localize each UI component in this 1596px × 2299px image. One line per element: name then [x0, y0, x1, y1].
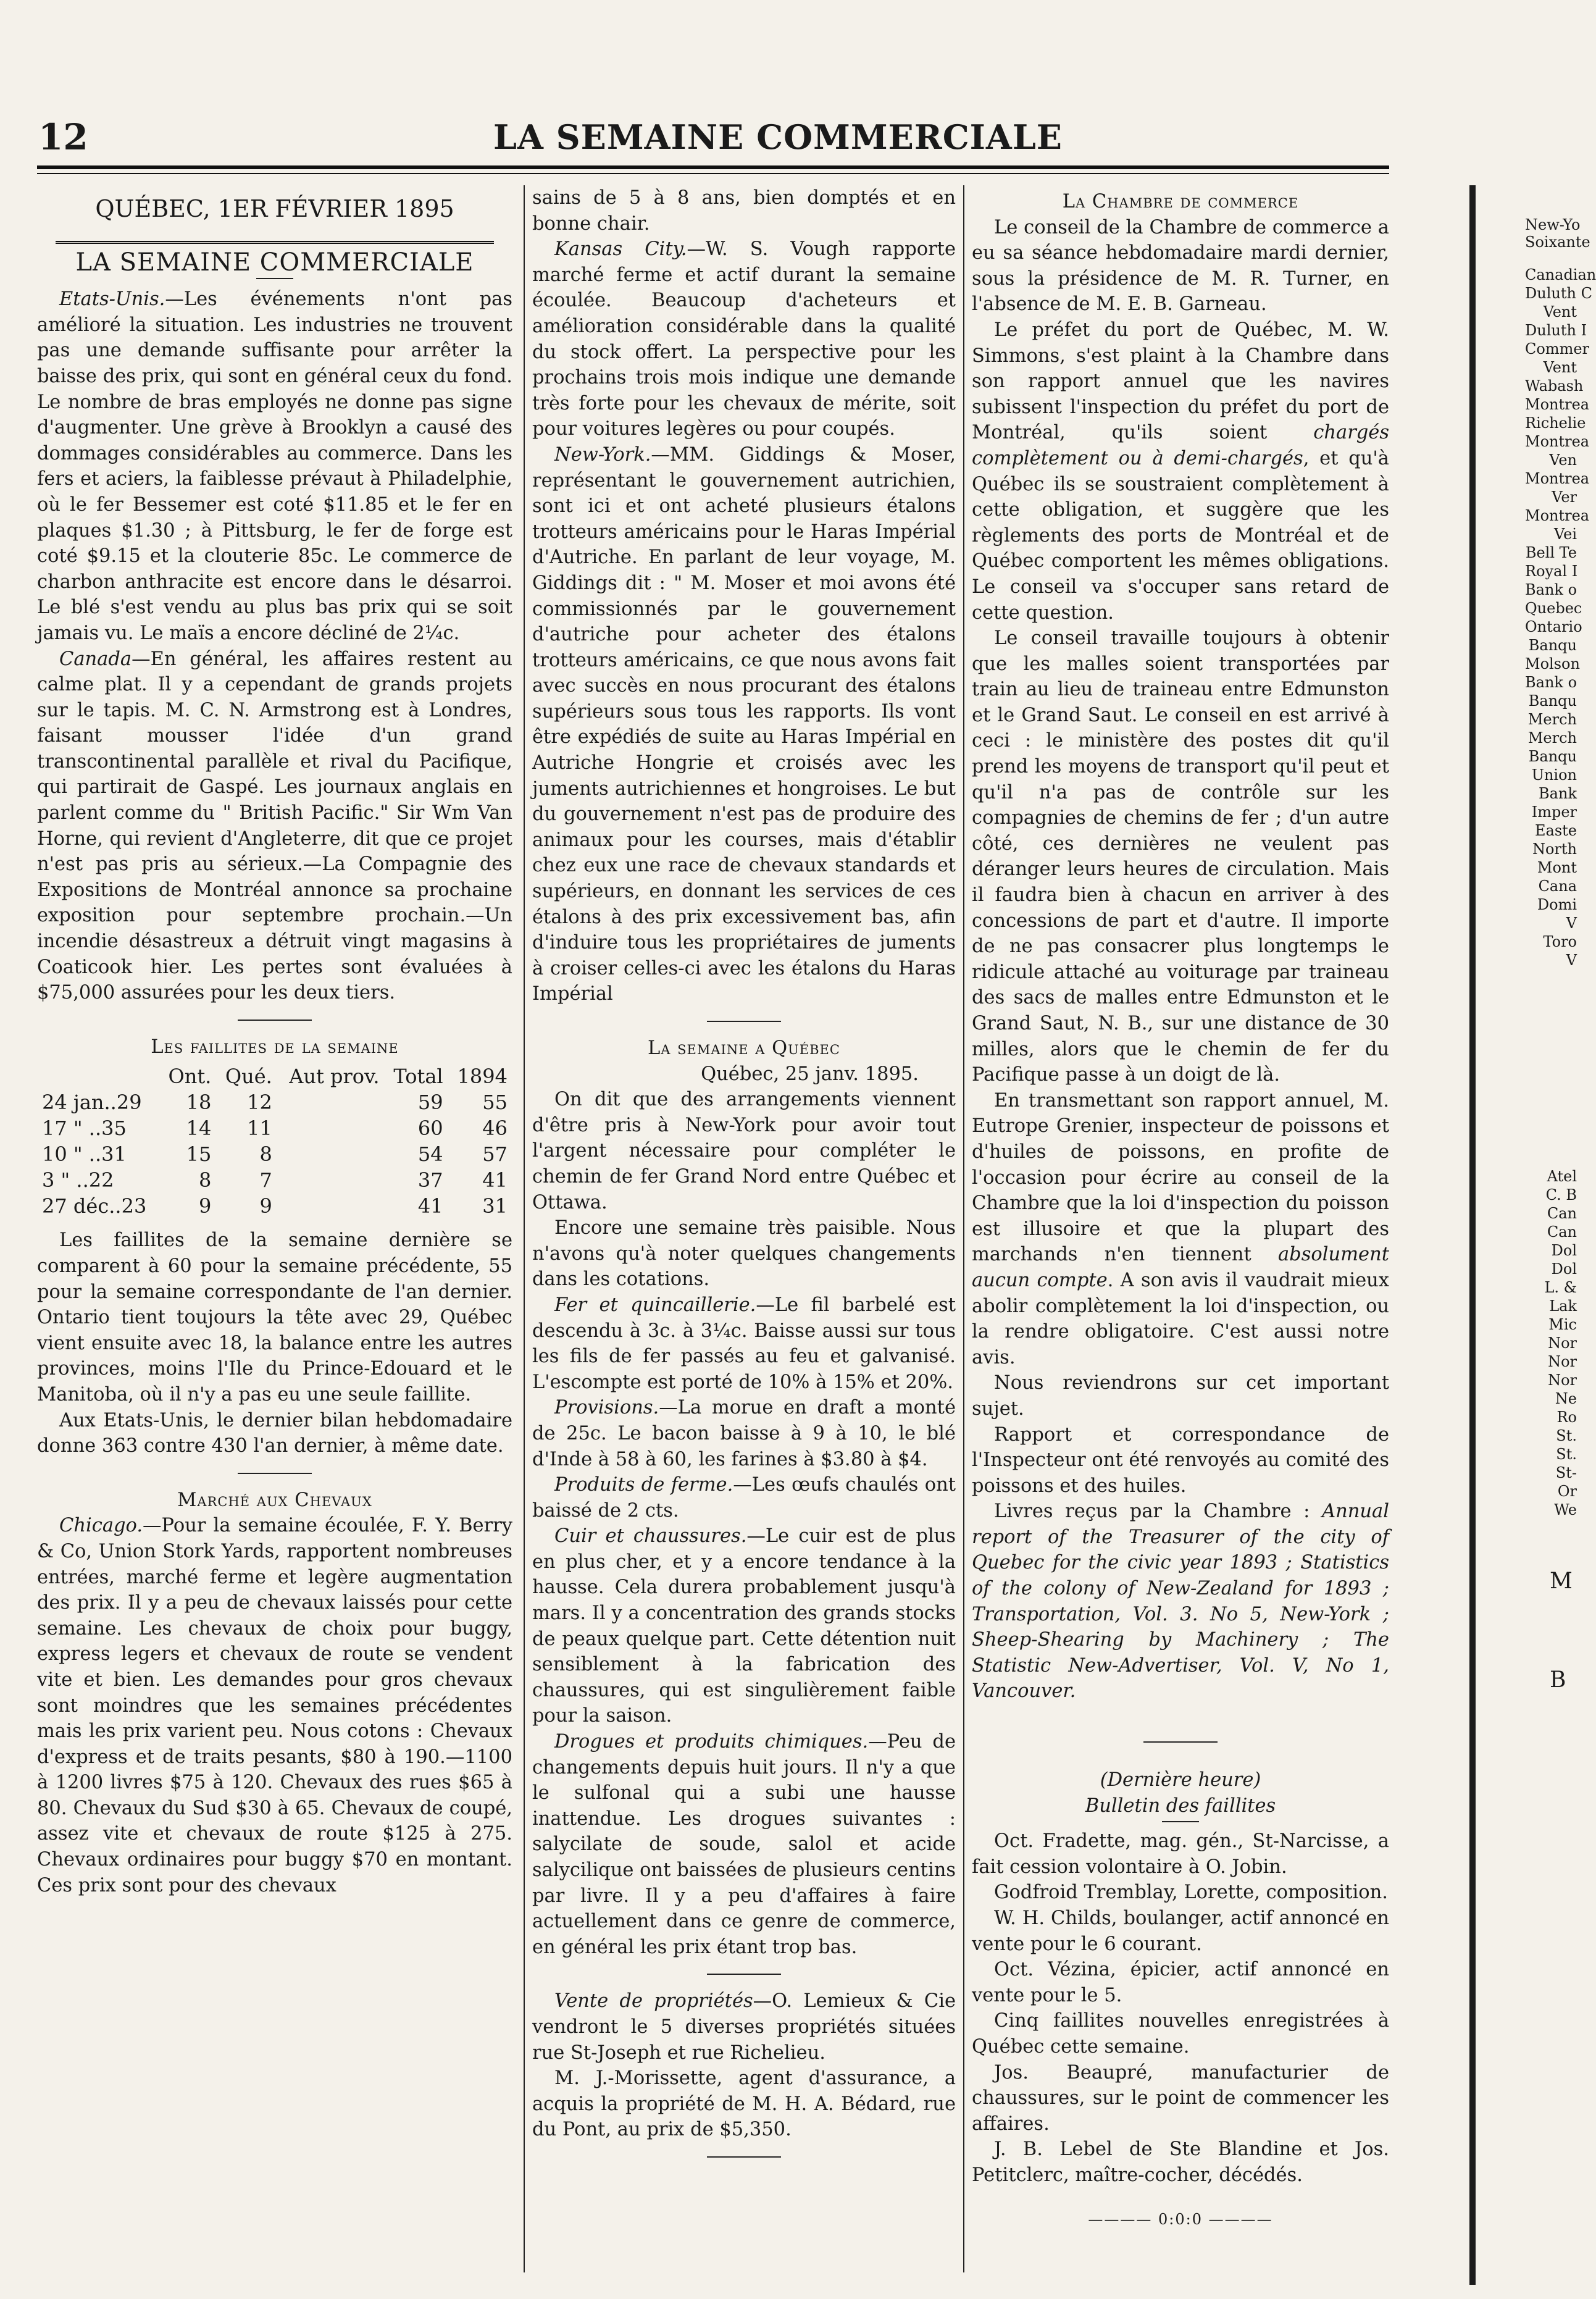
table-header: Ont. [168, 1065, 212, 1089]
edge-text: Union [1531, 766, 1577, 784]
edge-text: Atel [1547, 1168, 1577, 1185]
table-cell: 12 [247, 1091, 272, 1115]
table-cell: 41 [482, 1168, 508, 1192]
table-cell: 57 [482, 1142, 508, 1166]
edge-text: Bell Te [1525, 544, 1577, 561]
table-cell: 17 " ..35 [42, 1116, 127, 1141]
faillites-heading: Les faillites de la semaine [151, 1036, 399, 1058]
article-etats-unis [37, 287, 512, 646]
article-chicago [37, 1513, 512, 1898]
table-cell: 11 [247, 1116, 272, 1141]
edge-text: Ne [1555, 1390, 1577, 1407]
edge-text: Duluth C [1525, 285, 1592, 302]
table-cell: 60 [417, 1116, 443, 1141]
text-span: . A son avis il vaudrait mieux abolir complètement la loi d'inspection, ou la rendre obligatoire. C'est aussi notre avis. [972, 1269, 1389, 1368]
edge-text: Soixante [1525, 233, 1590, 251]
short-rule [1162, 1821, 1199, 1822]
lead-drogues: Drogues et produits chimiques. [554, 1731, 869, 1753]
page-number: 12 [38, 116, 88, 158]
edge-letter: B [1550, 1667, 1566, 1693]
faillites-text-us: Aux Etats-Unis, le dernier bilan hebdomadaire donne 363 contre 430 l'an dernier, à même date. [37, 1409, 512, 1457]
article-kansas [532, 237, 956, 442]
edge-text: Ver [1552, 488, 1577, 506]
lead-ferme: Produits de ferme. [554, 1474, 733, 1496]
table-cell [277, 1141, 385, 1167]
text-new-york: —MM. Giddings & Moser, représentant le gouvernement autrichien, sont ici et ont acheté plusieurs étalons trotteurs américains pour le Haras Impérial d'Autriche. En parlant de leur voyage, M. Giddings dit : " M. Moser et moi avons été commissionnés par le gouvernement d'autriche pour acheter des étalons trotteurs américains, ce que nous avons fait avec succès en nous procurant des étalons supérieurs sous tous les rapports. Ils vont être expédiés de suite au Haras Impérial en Autriche Hongrie et croisés avec les juments autrichiennes et hongroises. Le but du gouvernement n'est pas de produire des animaux pour les courses, mais d'établir chez eux une race de chevaux standards et supérieurs, en donnant les services de ces étalons à des prix excessivement bas, afin d'induire tous les propriétaires de juments à croiser celles-ci avec les étalons du Haras Impérial [532, 443, 956, 1005]
edge-text: Molson [1525, 655, 1580, 672]
edge-text: Ven [1549, 451, 1577, 469]
table-cell: 18 [186, 1091, 212, 1115]
table-row [37, 1089, 512, 1115]
text-etats-unis: —Les événements n'ont pas amélioré la situation. Les industries ne trouvent pas une demande suffisante pour arrêter la baisse des prix, qui sont en général ceux du fond. Le nombre de bras employés ne donne pas signe d'augmenter. Une grève à Brooklyn a causé des dommages considérables au commerce. Dans les fers et aciers, la faiblesse prévaut à Philadelphie, où le fer Bessemer est coté $11.85 et le fer en plaques $1.30 ; à Pittsburg, le fer de forge est coté $9.15 et la clouterie 85c. Le commerce de charbon anthracite est encore dans le désarroi. Le blé s'est vendu au plus bas prix qui se soit jamais vu. Le maïs a encore décliné de 2¼c. [37, 288, 512, 644]
italic-span: absolument aucun compte [972, 1244, 1389, 1291]
text-kansas: —W. S. Vough rapporte marché ferme et actif durant la semaine écoulée. Beaucoup d'acheteurs et amélioration considérable dans la qualité du stock offert. La perspective pour les prochains trois mois indique une demande très forte pour les chevaux de mérite, soit pour voitures legères ou pour coupés. [532, 238, 956, 440]
bulletin-item: W. H. Childs, boulanger, actif annoncé en vente pour le 6 courant. [972, 1907, 1389, 1955]
table-header: Aut prov. [289, 1065, 380, 1089]
table-row [37, 1193, 512, 1219]
edge-text: Vent [1543, 359, 1577, 376]
text-provisions: —La morue en draft a monté de 25c. Le bacon baisse à 9 à 10, le blé d'Inde à 58 à 60, les farines à $3.80 à $4. [532, 1397, 956, 1470]
table-cell: 3 " ..22 [42, 1168, 114, 1192]
article-canada [37, 647, 512, 1006]
text-span: En transmettant son rapport annuel, M. Eutrope Grenier, inspecteur de poissons et d'huiles de poissons, en profite de l'occasion pour écrire au conseil de la Chambre que la loi d'inspection du poisson est illusoire et que la plupart des marchands n'en tiennent [972, 1089, 1389, 1266]
edge-text: Bank o [1525, 674, 1577, 691]
edge-text: Duluth I [1525, 322, 1587, 339]
bulletin-item: Jos. Beaupré, manufacturier de chaussures, sur le point de commencer les affaires. [972, 2061, 1389, 2135]
column-rule [524, 185, 525, 2272]
edge-text: Imper [1531, 803, 1577, 821]
bulletin-item: Oct. Fradette, mag. gén., St-Narcisse, a fait cession volontaire à O. Jobin. [972, 1830, 1389, 1878]
edge-text: V [1566, 915, 1577, 932]
table-header: Total [393, 1065, 443, 1089]
derniere-heure [972, 1767, 1389, 1793]
faillites-text: Les faillites de la semaine dernière se comparent à 60 pour la semaine précédente, 55 pour la semaine correspondante de l'an dernier. Ontario tient toujours la tête avec 29, Québec vient ensuite avec 18, la balance entre les autres provinces, moins l'Ile du Prince-Edouard et le Manitoba, où il n'y a pas eu une seule faillite. [37, 1229, 512, 1405]
table-cell [277, 1115, 385, 1141]
faillites-table [37, 1063, 512, 1219]
text-canada: —En général, les affaires restent au calme plat. Il y a cependant de grands projets sur le tapis. M. C. N. Armstrong est à Londres, faisant mousser l'idée d'un grand transcontinental parallèle et rival du Pacifique, qui partirait de Gaspé. Les journaux anglais en parlent comme du " British Pacific." Sir Wm Van Horne, qui revient d'Angleterre, dit que ce projet n'est pas pris au sérieux.—La Compagnie des Expositions de Montréal annonce sa prochaine exposition pour septembre prochain.—Un incendie désastreux a détruit vingt magasins à Coaticook hier. Les pertes sont évaluées à $75,000 assurées pour les deux tiers. [37, 648, 512, 1004]
edge-text: Wabash [1525, 377, 1584, 395]
bulletin-heading-text: Bulletin des faillites [1085, 1794, 1276, 1817]
column-rule [963, 185, 964, 2272]
article-morissette: M. J.-Morissette, agent d'assurance, a acquis la propriété de M. H. A. Bédard, rue du Pont, au prix de $5,350. [532, 2067, 956, 2141]
edge-text: Domi [1537, 896, 1577, 913]
edge-text: V [1566, 952, 1577, 969]
lead-canada: Canada [59, 648, 132, 670]
text-span: Le préfet du port de Québec, M. W. Simmons, s'est plaint à la Chambre dans son rapport annuel que les navires subissent l'inspection du préfet du port de Montréal, qu'ils soient [972, 319, 1389, 444]
edge-text: Lak [1549, 1297, 1577, 1315]
table-cell: 31 [482, 1194, 508, 1218]
table-cell: 8 [259, 1142, 272, 1166]
table-cell: 59 [417, 1091, 443, 1115]
table-cell: 27 déc..23 [42, 1194, 147, 1218]
edge-text: Banqu [1528, 748, 1577, 765]
derniere-heure-text: (Dernière heure) [1100, 1769, 1261, 1791]
table-cell: 10 " ..31 [42, 1142, 127, 1166]
edge-text: Vei [1553, 526, 1577, 543]
edge-letter: M [1550, 1568, 1573, 1594]
chambre-paragraph: Nous reviendrons sur cet important sujet. [972, 1372, 1389, 1420]
chambre-paragraph: Rapport et correspondance de l'Inspecteur ont été renvoyés au comité des poissons et des huiles. [972, 1423, 1389, 1497]
table-header [37, 1063, 159, 1089]
table-cell: 24 jan..29 [42, 1091, 142, 1115]
edge-fragment-top [1525, 216, 1590, 251]
edge-text: Ro [1556, 1409, 1577, 1426]
article-fer [532, 1292, 956, 1395]
table-row [37, 1141, 512, 1167]
bulletin-item: Oct. Vézina, épicier, actif annoncé en vente pour le 5. [972, 1959, 1389, 2006]
quebec-paragraph: On dit que des arrangements viennent d'être pris à New-York pour avoir tout l'argent nécessaire pour compléter le chemin de fer Grand Nord entre Québec et Ottawa. [532, 1089, 956, 1213]
continued-text: sains de 5 à 8 ans, bien domptés et en bonne chair. [532, 187, 956, 235]
edge-text: Mic [1548, 1316, 1577, 1333]
chambre-paragraph [972, 1499, 1389, 1704]
chambre-paragraph [972, 1088, 1389, 1371]
edge-text: Easte [1535, 822, 1577, 839]
lead-new-york: New-York. [554, 443, 651, 466]
table-cell: 9 [198, 1194, 212, 1218]
column-1 [37, 185, 512, 1898]
edge-text: Montrea [1525, 470, 1590, 487]
edge-text: C. B [1545, 1186, 1577, 1204]
lead-cuir: Cuir et chaussures. [554, 1525, 747, 1547]
quebec-heading: La semaine a Québec [648, 1037, 840, 1059]
text-vente: —O. Lemieux & Cie vendront le 5 diverses propriétés situées rue St-Joseph et rue Richelieu. [532, 1990, 956, 2064]
edge-text: Dol [1551, 1242, 1577, 1259]
short-rule [707, 2156, 781, 2158]
column-2 [532, 185, 956, 2171]
table-header: Qué. [225, 1065, 272, 1089]
edge-list [1525, 266, 1596, 969]
binding-shadow [1469, 185, 1476, 2285]
quebec-paragraph: Encore une semaine très paisible. Nous n'avons qu'à noter quelques changements dans les cotations. [532, 1217, 956, 1291]
edge-text: We [1554, 1501, 1577, 1518]
chambre-heading: La Chambre de commerce [1062, 191, 1299, 212]
edge-text: North [1532, 840, 1577, 858]
text-fer: —Le fil barbelé est descendu à 3c. à 3¼c. Baisse aussi sur tous les fils de fer passés au feu et galvanisé. L'escompte est porté de 10% à 15% et 20%. [532, 1294, 956, 1393]
edge-text: Nor [1548, 1353, 1577, 1370]
edge-text: Canadian [1525, 266, 1596, 283]
table-cell [277, 1167, 385, 1193]
table-row [37, 1167, 512, 1193]
edge-text: Merch [1527, 729, 1577, 747]
article-provisions [532, 1395, 956, 1472]
edge-text: Montrea [1525, 433, 1590, 450]
edge-list [1525, 1167, 1577, 1519]
chambre-paragraph [972, 317, 1389, 626]
short-rule [1143, 1741, 1218, 1743]
table-cell: 15 [186, 1142, 212, 1166]
text-span: Livres reçus par la Chambre : [994, 1501, 1322, 1523]
table-cell [277, 1089, 385, 1115]
lead-provisions: Provisions. [554, 1397, 659, 1419]
table-cell: 54 [417, 1142, 443, 1166]
short-rule [256, 278, 293, 279]
article-cuir [532, 1523, 956, 1729]
edge-text: Bank [1539, 785, 1577, 802]
table-cell: 8 [198, 1168, 212, 1192]
running-head: LA SEMAINE COMMERCIALE [493, 117, 1063, 157]
edge-text: Montrea [1525, 507, 1590, 524]
table-cell: 37 [417, 1168, 443, 1192]
end-ornament: ———— 0:0:0 ———— [1088, 2210, 1273, 2228]
edge-text: Can [1547, 1223, 1577, 1241]
edge-text: Quebec [1525, 600, 1582, 617]
short-rule [707, 1974, 781, 1975]
article-new-york [532, 442, 956, 1007]
text-span: , et qu'à Québec ils se soustraient complètement à cette obligation, et suggère que les règlements des ports de Montréal et de Québec comportent les mêmes obligations. Le conseil va s'occuper sans retard de cette question. [972, 447, 1389, 624]
text-cuir: —Le cuir est de plus en plus cher, et y a encore tendance à la hausse. Cela durera probablement jusqu'à mars. Il y a concentration des grands stocks de peaux quelque part. Cette détention nuit sensiblement à la fabrication des chaussures, qui est singulièrement faible pour la saison. [532, 1525, 956, 1727]
edge-text: St. [1556, 1446, 1577, 1463]
italic-span: Annual report of the Treasurer of the city of Quebec for the civic year 1893 ; Statistics of the colony of New-Zealand for 1893 ; Transportation, Vol. 3. No 5, New-York ; Sheep-Shearing by Machinery ; The Statistic New-Advertiser, Vol. V, No 1, Vancouver. [972, 1501, 1389, 1702]
edge-text: New-Yo [1525, 216, 1581, 233]
edge-text: Commer [1525, 340, 1590, 358]
table-cell: 46 [482, 1116, 508, 1141]
edge-text: Dol [1551, 1260, 1577, 1278]
edge-text: L. & [1544, 1279, 1577, 1296]
column-3 [972, 185, 1389, 2232]
edge-text: Or [1557, 1483, 1577, 1500]
short-rule [707, 1021, 781, 1022]
article-ferme [532, 1472, 956, 1523]
text-ferme: —Les œufs chaulés ont baissé de 2 cts. [532, 1474, 956, 1522]
text-drogues: —Peu de changements depuis huit jours. Il n'y a que le sulfonal qui a subi une hausse inattendue. Les drogues suivantes : salycilate de soude, salol et acide salycilique ont baissées de plusieurs centins par livre. Il y a peu d'affaires à faire actuellement dans ce genre de commerce, en général les prix étant trop bas. [532, 1731, 956, 1958]
edge-text: Banqu [1528, 692, 1577, 710]
table-cell: 9 [259, 1194, 272, 1218]
edge-text: Merch [1527, 711, 1577, 728]
header-rule-thin [37, 173, 1389, 174]
issue-date: QUÉBEC, 1ER FÉVRIER 1895 [95, 195, 454, 222]
edge-text: Ontario [1525, 618, 1582, 635]
italic-span: chargés complètement ou à demi-chargés [972, 422, 1389, 469]
bulletin-item: J. B. Lebel de Ste Blandine et Jos. Petitclerc, maître-cocher, décédés. [972, 2138, 1389, 2186]
end-mark: 0:0:0 [1158, 2210, 1203, 2228]
edge-text: Bank o [1525, 581, 1577, 598]
table-cell [277, 1193, 385, 1219]
chevaux-heading: Marché aux Chevaux [177, 1489, 372, 1511]
header-rule [37, 165, 1389, 169]
bulletin-item: Cinq faillites nouvelles enregistrées à Québec cette semaine. [972, 2010, 1389, 2058]
lead-etats-unis: Etats-Unis. [59, 288, 165, 311]
lead-fer: Fer et quincaillerie. [554, 1294, 756, 1316]
edge-text: Mont [1537, 859, 1577, 876]
table-cell: 41 [417, 1194, 443, 1218]
table-cell: 7 [259, 1168, 272, 1192]
table-cell: 14 [186, 1116, 212, 1141]
edge-text: Nor [1548, 1371, 1577, 1389]
edge-text: Richelie [1525, 414, 1586, 432]
section-masthead: LA SEMAINE COMMERCIALE [75, 248, 474, 277]
edge-text: Cana [1538, 877, 1577, 895]
table-header-row [37, 1063, 512, 1089]
short-rule [238, 1473, 312, 1474]
chambre-paragraph: Le conseil travaille toujours à obtenir que les malles soient transportées par train au lieu de traineau entre Edmunston et le Grand Saut. Le conseil en est arrivé à ceci : le ministère des postes dit qu'il prend les moyens de transport qu'il peut et qu'il n'a pas de contrôle sur les compagnies de chemins de fer ; d'un autre côté, ces dernières ne veulent pas déranger leurs heures de circulation. Mais il faudra bien à chacun en arriver à des concessions de part et d'autre. Il importe de ne pas consacrer plus longtemps le ridicule attaché au voiturage par traineau des sacs de malles entre Edmunston et le Grand Saut, N. B., sur une distance de 30 milles, alors que le chemin de fer du Pacifique passe à un doigt de là. [972, 627, 1389, 1086]
text-chicago: —Pour la semaine écoulée, F. Y. Berry & Co, Union Stork Yards, rapportent nombreuses entrées, marché ferme et legère augmentation des prix. Il y a peu de chevaux laissés pour cette semaine. Les chevaux de choix pour buggy, express legers et chevaux de route se vendent vite et bien. Les demandes pour gros chevaux sont moindres que les semaines précédentes mais les prix varient peu. Nous cotons : Chevaux d'express et de traits pesants, $80 à 190.—1100 à 1200 livres $75 à 120. Chevaux des rues $65 à 80. Chevaux du Sud $30 à 65. Chevaux de coupé, assez vite et chevaux de route $125 à 275. Chevaux ordinaires pour buggy $70 en montant. Ces prix sont pour des chevaux [37, 1515, 512, 1896]
table-header: 1894 [457, 1065, 508, 1089]
article-drogues [532, 1729, 956, 1960]
table-cell: 55 [482, 1091, 508, 1115]
double-rule [56, 241, 494, 244]
edge-text: Banqu [1528, 637, 1577, 654]
bulletin-item: Godfroid Tremblay, Lorette, composition. [994, 1882, 1388, 1904]
lead-kansas: Kansas City. [554, 238, 687, 261]
article-vente [532, 1988, 956, 2066]
edge-text: Toro [1543, 933, 1577, 950]
edge-text: St. [1556, 1427, 1577, 1444]
edge-text: St- [1555, 1464, 1577, 1481]
lead-vente: Vente de propriétés [554, 1990, 753, 2012]
table-row [37, 1115, 512, 1141]
quebec-dateline: Québec, 25 janv. 1895. [701, 1063, 919, 1085]
edge-text: Nor [1548, 1334, 1577, 1352]
lead-chicago: Chicago. [59, 1515, 143, 1537]
chambre-paragraph: Le conseil de la Chambre de commerce a eu sa séance hebdomadaire mardi dernier, sous la présidence de M. R. Turner, en l'absence de M. E. B. Garneau. [972, 216, 1389, 316]
bulletin-heading [972, 1793, 1389, 1819]
short-rule [238, 1020, 312, 1021]
edge-text: Royal I [1525, 563, 1578, 580]
edge-text: Montrea [1525, 396, 1590, 413]
edge-text: Vent [1543, 303, 1577, 320]
edge-text: Can [1547, 1205, 1577, 1222]
